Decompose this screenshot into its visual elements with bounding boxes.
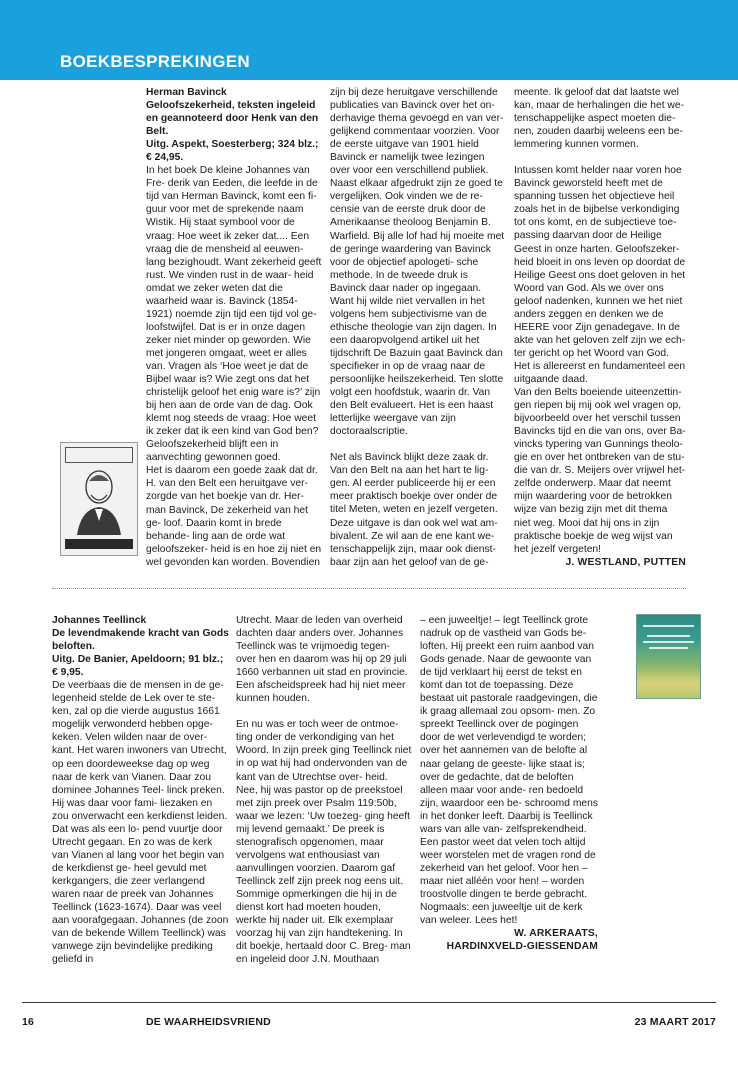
section-title: BOEKBESPREKINGEN [60, 52, 250, 71]
review2-paragraph: De veerbaas die de mensen in de ge- legenheid stelde de Lek over te ste- ken, zal op die vierde augustus 1661 mogelijk verwonderd hebben opge- keken. Velen wilden naar de over- kant. Het waren inwoners van Utrecht, op een doordeweekse dag op weg naar de kerk van Vianen. Daar zou dominee Johannes Teel- linck preken. Hij was daar voor fami- liezaken en zou onverwacht een kerkdienst leiden. Dat was als een lo- pend vuurtje door Utrecht gegaan. En zo was de kerk van Vianen al lang voor het begin van de kerkdienst ge- heel gevuld met kerkgangers, die zeer verlangend waren naar de preek van Johannes Teellinck (1623-1674). Daar was veel aan voorafgegaan. Johannes (de zoon van de bekende Willem Teellinck) was vanwege zijn bevindelijke prediking geliefd in [52, 680, 229, 966]
review2-reviewer-place: HARDINXVELD-GIESSENDAM [446, 941, 598, 953]
book-cover-teellinck-icon [636, 614, 701, 699]
review2-paragraph: Utrecht. Maar de leden van overheid dachten daar anders over. Johannes Teellinck was te vrijmoedig tegen- over hen en daarom was hij op 29 juli 1660 verbannen uit stad en provincie. Een afscheidspreek had hij niet meer kunnen houden. [236, 615, 408, 705]
review2-author: Johannes Teellinck [52, 615, 147, 626]
review-separator [52, 588, 686, 589]
review1-column-2 [330, 86, 506, 569]
review2-paragraph: – een juweeltje! – legt Teellinck grote nadruk op de vastheid van Gods be- loften. Hij preekt een ruim aanbod van Gods genade. Naar de gewoonte van de tijd verklaart hij eerst de tekst en komt dan tot de toepassing. Deze bestaat uit pastorale raadgevingen, die ik graag allemaal zou opsom- men. Zo spreekt Teellinck over de pogingen door de wet verlevendigd te worden; over het aannemen van de belofte al naar gelang de geeste- lijke staat is; over de gedachte, dat de beloften alleen maar voor ande- ren bedoeld zijn, waardoor een be- schroomd mens in het donker leeft. Daarbij is Teellinck wars van alle van- zelfsprekendheid. [420, 615, 598, 835]
review1-title: Geloofszekerheid, teksten ingeleid en geannoteerd door Henk van den Belt. [146, 100, 319, 138]
review2-title: De levendmakende kracht van Gods beloften. [52, 628, 229, 653]
review1-paragraph: zijn bij deze heruitgave verschillende publicaties van Bavinck over het on- derhavige thema gevoegd en van ver- gelijkend commentaar voorzien. Voor de eerste uitgave van 1901 hield Bavinck er namelijk twee lezingen over voor een verschillend publiek. Naast elkaar afgedrukt zijn ze goed te vergelijken. Ook vinden we de re- censie van de eerste druk door de Amerikaanse theoloog Benjamin B. Warfield. Bij alle lof had hij moeite met de geringe waardering van Bavinck voor de objectief apologeti- sche methode. In de tweede druk is Bavinck daar nader op ingegaan. Want hij wilde niet vervallen in het volgens hem subjectivisme van de ethische theologie van zijn dagen. In een daaropvolgend artikel uit het tijdschrift De Bazuin gaat Bavinck dan specifieker in op de vraag naar de persoonlijke heilszekerheid. Ten slotte volgt een hoofdstuk, waarin dr. Van den Belt evalueert. Het is een haast letterlijke weergave van zijn doctoraalscriptie. [330, 87, 505, 438]
issue-date: 23 MAART 2017 [634, 1016, 716, 1028]
review2-reviewer-name: W. ARKERAATS, [514, 928, 598, 940]
review2-publisher: Uitg. De Banier, Apeldoorn; 91 blz.; [52, 654, 224, 666]
review2-column-2 [236, 614, 412, 966]
portrait-icon [71, 465, 127, 535]
review1-column-3 [514, 86, 686, 569]
review2-price: € 9,95. [52, 667, 84, 679]
review1-paragraph: Van den Belts boeiende uiteenzettin- gen riepen bij mij ook wel vragen op, bijvoorbeeld over het verschil tussen Bavincks tijd en die van ons, over Ba- vincks typering van Gunnings theolo- gie en over het ontbreken van de stu- die van dr. S. Meijers over vrijwel het- zelfde onderwerp. Maar dat neemt mijn waardering voor de betrokken wijze van bezig zijn met dit thema niet weg. Mooi dat hij ons in zijn praktische boekje de weg wijst van het jezelf vergeten! [514, 387, 686, 555]
review1-price: € 24,95. [146, 152, 184, 164]
magazine-name: DE WAARHEIDSVRIEND [146, 1016, 271, 1028]
page-number: 16 [22, 1016, 35, 1028]
section-banner [0, 0, 738, 80]
review1-paragraph: Het is daarom een goede zaak dat dr. H. van den Belt een heruitgave ver- zorgde van het boekje van dr. Her- man Bavinck, De zekerheid van het ge- loof. Daarin komt in brede behande- ling aan de orde wat geloofszeker- heid is en hoe zij niet en wel gevonden kan worden. Bovendien [146, 465, 322, 568]
review2-column-3 [420, 614, 598, 953]
review1-author: Herman Bavinck [146, 87, 227, 98]
review1-column-1 [146, 86, 324, 569]
review1-paragraph: meente. Ik geloof dat dat laatste wel kan, maar de herhalingen die het we- tenschappelijke aspect moeten die- nen, zouden daarbij weleens een be- lemmering kunnen vormen. [514, 87, 685, 151]
review2-paragraph: Een pastor weet dat velen toch altijd weer worstelen met de vragen rond de zekerheid van het geloof. Voor hen – maar niet alléén voor hen! – worden troostvolle dingen te berde gebracht. Nogmaals: een juweeltje uit de kerk van weleer. Lees het! [420, 836, 596, 927]
review1-paragraph: Net als Bavinck blijkt deze zaak dr. Van den Belt na aan het hart te lig- gen. Al eerder publiceerde hij er een meer praktisch boekje over onder de titel Meten, weten en jezelf vergeten. Deze uitgave is dan ook wel wat am- bivalent. Ze wil aan de ene kant we- tenschappelijk zijn, maar ook dienst- baar zijn aan het geloof van de ge- [330, 452, 498, 568]
book-cover-bavinck-icon [60, 442, 138, 556]
review1-paragraph: Intussen komt helder naar voren hoe Bavinck geworsteld heeft met de spanning tussen het objectieve heil zoals het in de bijbelse verkondiging tot ons komt, en de subjectieve toe- passing daarvan door de Heilige Geest in onze harten. Geloofszeker- heid bloeit in ons leven op doordat de Heilige Geest ons doet geloven in het Woord van God. Als we over ons geloof nadenken, kunnen we het niet anders zeggen en denken we de HEERE voor Zijn genadegave. In de akte van het geloven zelf zijn we ech- ter gericht op het Woord van God. Het is allereerst en fundamenteel een uitgaande daad. [514, 165, 686, 385]
review1-paragraph: In het boek De kleine Johannes van Fre- derik van Eeden, die leefde in de tijd van Herman Bavinck, komt een fi- guur voor met de sprekende naam Wistik. Hij staat symbool voor de vraag: Hoe weet ik zeker dat.... Een vraag die de mensheid al eeuwen- lang bezighoudt. Want zekerheid geeft rust. We vinden rust in de waar- heid omdat we zeker weten dat die waarheid waar is. Bavinck (1854- 1921) noemde zijn tijd een tijd vol ge- loofstwijfel. Dat is er in onze dagen zeker niet minder op geworden. Wie met jongeren omgaat, weet er alles van. Vragen als ‘Hoe weet je dat de Bijbel waar is? Wie zegt ons dat het christelijk geloof het enig ware is?’ zijn bij hen aan de orde van de dag. Ook klemt nog steeds de vraag: Hoe weet ik zeker dat ik een kind van God ben? Geloofszekerheid blijft een in aanvechting gewonnen goed. [146, 165, 322, 464]
review1-publisher: Uitg. Aspekt, Soesterberg; 324 blz.; [146, 139, 319, 151]
review1-reviewer: J. WESTLAND, PUTTEN [565, 556, 686, 568]
review2-column-1 [52, 614, 230, 966]
footer-rule [22, 1002, 716, 1003]
review2-paragraph: En nu was er toch weer de ontmoe- ting onder de verkondiging van het Woord. In zijn preek ging Teellinck niet in op wat hij had ondervonden van de kant van de Utrechtse over- heid. Nee, hij was pastor op de preekstoel met zijn preek over Psalm 119:50b, waar we lezen: ‘Uw toezeg- ging heeft mij levend gemaakt.’ De preek is stenografisch opgenomen, maar vervolgens wat enthousiast van aanvullingen voorzien. Daarom gaf Teellinck zelf zijn preek nog eens uit. Sommige opmerkingen die hij in de dienst kort had moeten houden, werkte hij nader uit. Elk exemplaar voorzag hij van zijn handtekening. In dit boekje, hertaald door C. Breg- man en ingeleid door J.N. Mouthaan [236, 719, 412, 966]
